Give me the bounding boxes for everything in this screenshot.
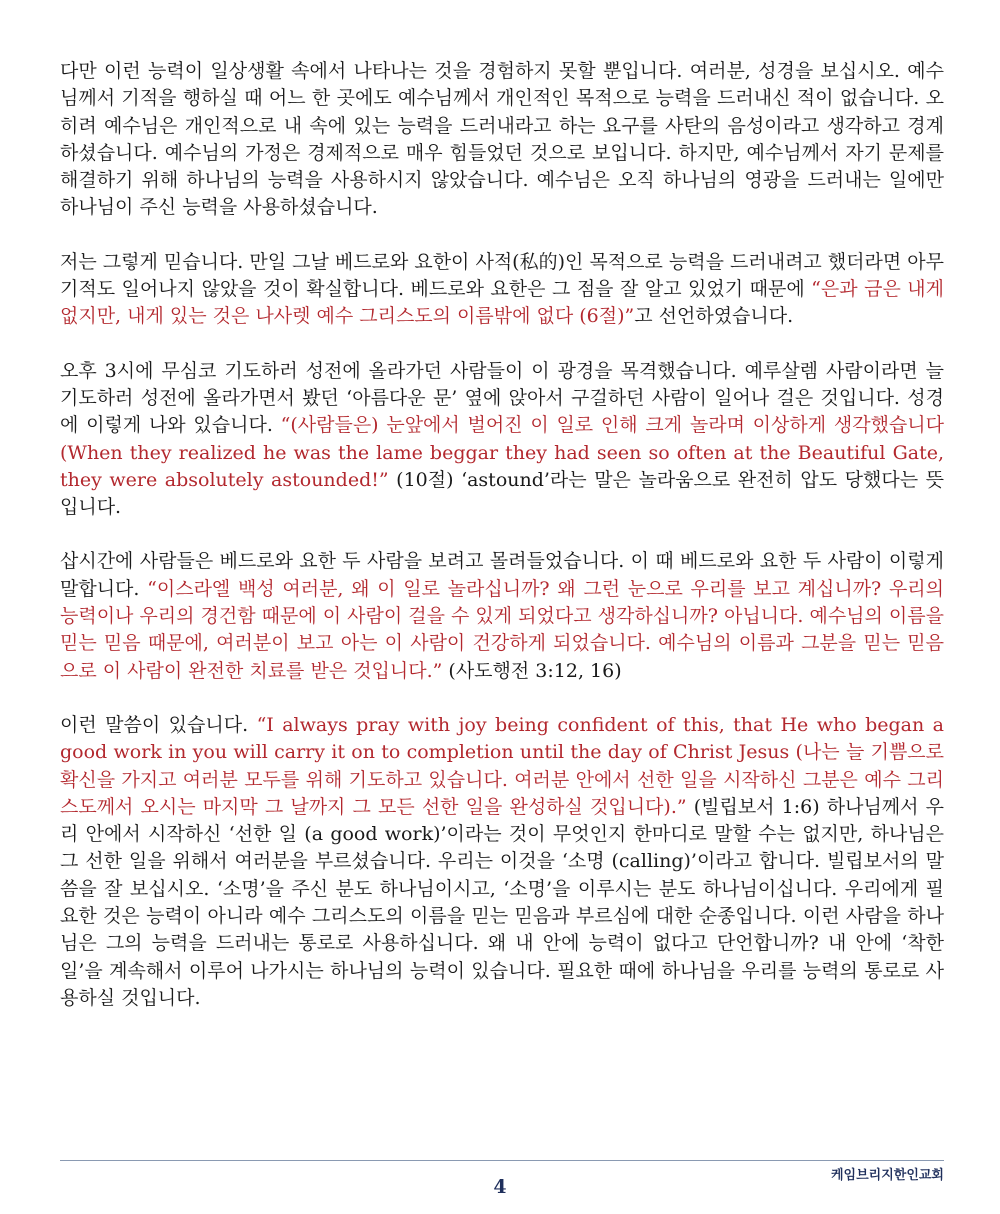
church-name: 케임브리지한인교회 xyxy=(830,1168,944,1183)
paragraph-text: 저는 그렇게 믿습니다. 만일 그날 베드로와 요한이 사적(私的)인 목적으로 능력을 드러내려고 했더라면 아무 기적도 일어나지 않았을 것이 확실합니다. 베드로와 요한은 그 점을 잘 알고 있었기 때문에 xyxy=(60,250,944,301)
paragraph-4 xyxy=(60,548,944,684)
scripture-quote: “이스라엘 백성 여러분, 왜 이 일로 놀라십니까? 왜 그런 눈으로 우리를 보고 계십니까? 우리의 능력이나 우리의 경건함 때문에 이 사람이 걸을 수 있게 되었다고 생각하십니까? 아닙니다. 예수님의 이름을 믿는 믿음 때문에, 여러분이 보고 아는 이 사람이 건강하게 되었습니다. 예수님의 이름과 그분을 믿는 믿음으로 이 사람이 완전한 치료를 받은 것입니다.” xyxy=(60,577,945,682)
paragraph-text: (10절) ‘astound’라는 말은 놀라움으로 완전히 압도 당했다는 뜻입니다. xyxy=(60,468,944,519)
paragraph-3 xyxy=(60,358,944,522)
document-body xyxy=(60,58,944,1012)
paragraph-5 xyxy=(60,712,944,1012)
scripture-quote: “I always pray with joy being confident of this, that He who began a good work in you will carry it on to completion until the day of Christ Jesus (나는 늘 기쁨으로 확신을 가지고 여러분 모두를 위해 기도하고 있습니다. 여러분 안에서 선한 일을 시작하신 그분은 예수 그리스도께서 오시는 마지막 그 날까지 그 모든 선한 일을 완성하실 것입니다).” xyxy=(60,713,944,818)
paragraph-text: 고 선언하였습니다. xyxy=(634,305,794,328)
paragraph-text: 삽시간에 사람들은 베드로와 요한 두 사람을 보려고 몰려들었습니다. 이 때 베드로와 요한 두 사람이 이렇게 말합니다. xyxy=(60,550,944,600)
footer-divider xyxy=(60,1160,944,1161)
paragraph-text: (빌립보서 1:6) 하나님께서 우리 안에서 시작하신 ‘선한 일 (a good work)’이라는 것이 무엇인지 한마디로 말할 수는 없지만, 하나님은 그 선한 일을 위해서 여러분을 부르셨습니다. 우리는 이것을 ‘소명 (calling)’이라고 합니다. 빌립보서의 말씀을 잘 보십시오. ‘소명’을 주신 분도 하나님이시고, ‘소명’을 이루시는 분도 하나님이십니다. 우리에게 필요한 것은 능력이 아니라 예수 그리스도의 이름을 믿는 믿음과 부르심에 대한 순종입니다. 이런 사람을 하나님은 그의 능력을 드러내는 통로로 사용하십니다. 왜 내 안에 능력이 없다고 단언합니까? 내 안에 ‘착한 일’을 계속해서 이루어 나가시는 하나님의 능력이 있습니다. 필요한 때에 하나님을 우리를 능력의 통로로 사용하실 것입니다. xyxy=(60,795,944,1009)
paragraph-2 xyxy=(60,249,944,331)
paragraph-1 xyxy=(60,58,944,222)
paragraph-text: 오후 3시에 무심코 기도하러 성전에 올라가던 사람들이 이 광경을 목격했습니다. 예루살렘 사람이라면 늘 기도하러 성전에 올라가면서 봤던 ‘아름다운 문’ 옆에 앉아서 구걸하던 사람이 일어나 걸은 것입니다. 성경에 이렇게 나와 있습니다. xyxy=(60,359,944,437)
page-number: 4 xyxy=(493,1176,507,1198)
paragraph-text: (사도행전 3:12, 16) xyxy=(442,659,622,682)
scripture-quote: “(사람들은) 눈앞에서 벌어진 이 일로 인해 크게 놀라며 이상하게 생각했습니다 (When they realized he was the lame beggar they had seen so often at the Beautiful Gate, they were absolutely astounded!” xyxy=(60,414,944,491)
paragraph-text: 이런 말씀이 있습니다. xyxy=(60,713,257,736)
scripture-quote: “은과 금은 내게 없지만, 내게 있는 것은 나사렛 예수 그리스도의 이름밖에 없다 (6절)” xyxy=(60,278,944,328)
paragraph-text: 다만 이런 능력이 일상생활 속에서 나타나는 것을 경험하지 못할 뿐입니다. 여러분, 성경을 보십시오. 예수님께서 기적을 행하실 때 어느 한 곳에도 예수님께서 개인적인 목적으로 능력을 드러내신 적이 없습니다. 오히려 예수님은 개인적으로 내 속에 있는 능력을 드러내라고 하는 요구를 사탄의 음성이라고 생각하고 경계하셨습니다. 예수님의 가정은 경제적으로 매우 힘들었던 것으로 보입니다. 하지만, 예수님께서 자기 문제를 해결하기 위해 하나님의 능력을 사용하시지 않았습니다. 예수님은 오직 하나님의 영광을 드러내는 일에만 하나님이 주신 능력을 사용하셨습니다. xyxy=(60,60,944,219)
